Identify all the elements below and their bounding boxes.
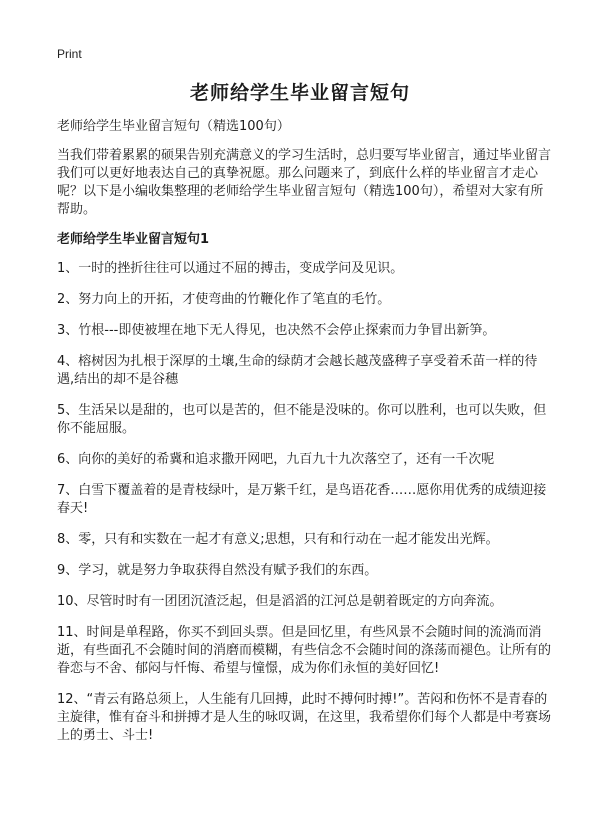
item-number: 6、 xyxy=(57,452,79,467)
list-item xyxy=(57,291,554,309)
list-item xyxy=(57,691,554,745)
item-number: 9、 xyxy=(57,563,79,578)
list-item xyxy=(57,531,554,549)
list-item xyxy=(57,322,554,340)
list-item xyxy=(57,482,554,518)
item-text: 尽管时时有一团团沉渣泛起，但是滔滔的江河总是朝着既定的方向奔流。 xyxy=(86,594,503,609)
item-number: 7、 xyxy=(57,483,79,498)
item-text: 生活呆以是甜的，也可以是苦的，但不能是没味的。你可以胜利，也可以失败，但你不能屈服。 xyxy=(57,403,547,436)
list-item xyxy=(57,260,554,278)
list-item xyxy=(57,402,554,438)
article-body xyxy=(57,118,554,758)
list-item xyxy=(57,624,554,678)
item-number: 2、 xyxy=(57,292,79,307)
item-number: 8、 xyxy=(57,532,79,547)
item-number: 4、 xyxy=(57,354,79,369)
item-number: 3、 xyxy=(57,323,79,338)
item-number: 12、 xyxy=(57,692,87,707)
list-item xyxy=(57,353,554,389)
page-title: 老师给学生毕业留言短句 xyxy=(189,82,410,104)
item-number: 10、 xyxy=(57,594,87,609)
item-text: 竹根---即使被埋在地下无人得见，也决然不会停止探索而力争冒出新笋。 xyxy=(78,323,496,338)
print-link[interactable]: Print xyxy=(57,47,82,61)
item-text: 一时的挫折往往可以通过不屈的搏击，变成学问及见识。 xyxy=(78,261,404,276)
item-text: 时间是单程路，你买不到回头票。但是回忆里，有些风景不会随时间的流淌而消逝，有些面孔不会随时间的消磨而模糊，有些信念不会随时间的涤荡而褪色。让所有的眷恋与不舍、郁闷与忏悔、希望与憧憬，成为你们永恒的美好回忆! xyxy=(57,625,552,676)
list-item xyxy=(57,451,554,469)
article-subtitle: 老师给学生毕业留言短句（精选100句） xyxy=(57,119,290,134)
item-text: 向你的美好的希冀和追求撒开网吧，九百九十九次落空了，还有一千次呢 xyxy=(78,452,495,467)
list-item xyxy=(57,562,554,580)
item-text: 努力向上的开拓，才使弯曲的竹鞭化作了笔直的毛竹。 xyxy=(78,292,391,307)
item-number: 11、 xyxy=(57,625,87,640)
item-text: 白雪下覆盖着的是青枝绿叶，是万紫千红，是鸟语花香……愿你用优秀的成绩迎接春天! xyxy=(57,483,547,516)
intro-paragraph: 当我们带着累累的硕果告别充满意义的学习生活时，总归要写毕业留言，通过毕业留言我们可以更好地表达自己的真挚祝愿。那么问题来了，到底什么样的毕业留言才走心呢？以下是小编收集整理的老师给学生毕业留言短句（精选100句），希望对大家有所帮助。 xyxy=(57,148,552,217)
item-number: 5、 xyxy=(57,403,79,418)
item-text: 零，只有和实数在一起才有意义;思想，只有和行动在一起才能发出光辉。 xyxy=(78,532,499,547)
list-item xyxy=(57,593,554,611)
section-heading: 老师给学生毕业留言短句1 xyxy=(57,232,210,247)
item-number: 1、 xyxy=(57,261,79,276)
item-text: “青云有路总须上，人生能有几回搏，此时不搏何时搏!”。苦闷和伤怀不是青春的主旋律，惟有奋斗和拼搏才是人生的咏叹调，在这里，我希望你们每个人都是中考赛场上的勇士、斗士! xyxy=(57,692,552,743)
item-text: 学习，就是努力争取获得自然没有赋予我们的东西。 xyxy=(78,563,378,578)
item-text: 榕树因为扎根于深厚的土壤,生命的绿荫才会越长越茂盛稗子享受着禾苗一样的待遇,结出的却不是谷穗 xyxy=(57,354,538,387)
